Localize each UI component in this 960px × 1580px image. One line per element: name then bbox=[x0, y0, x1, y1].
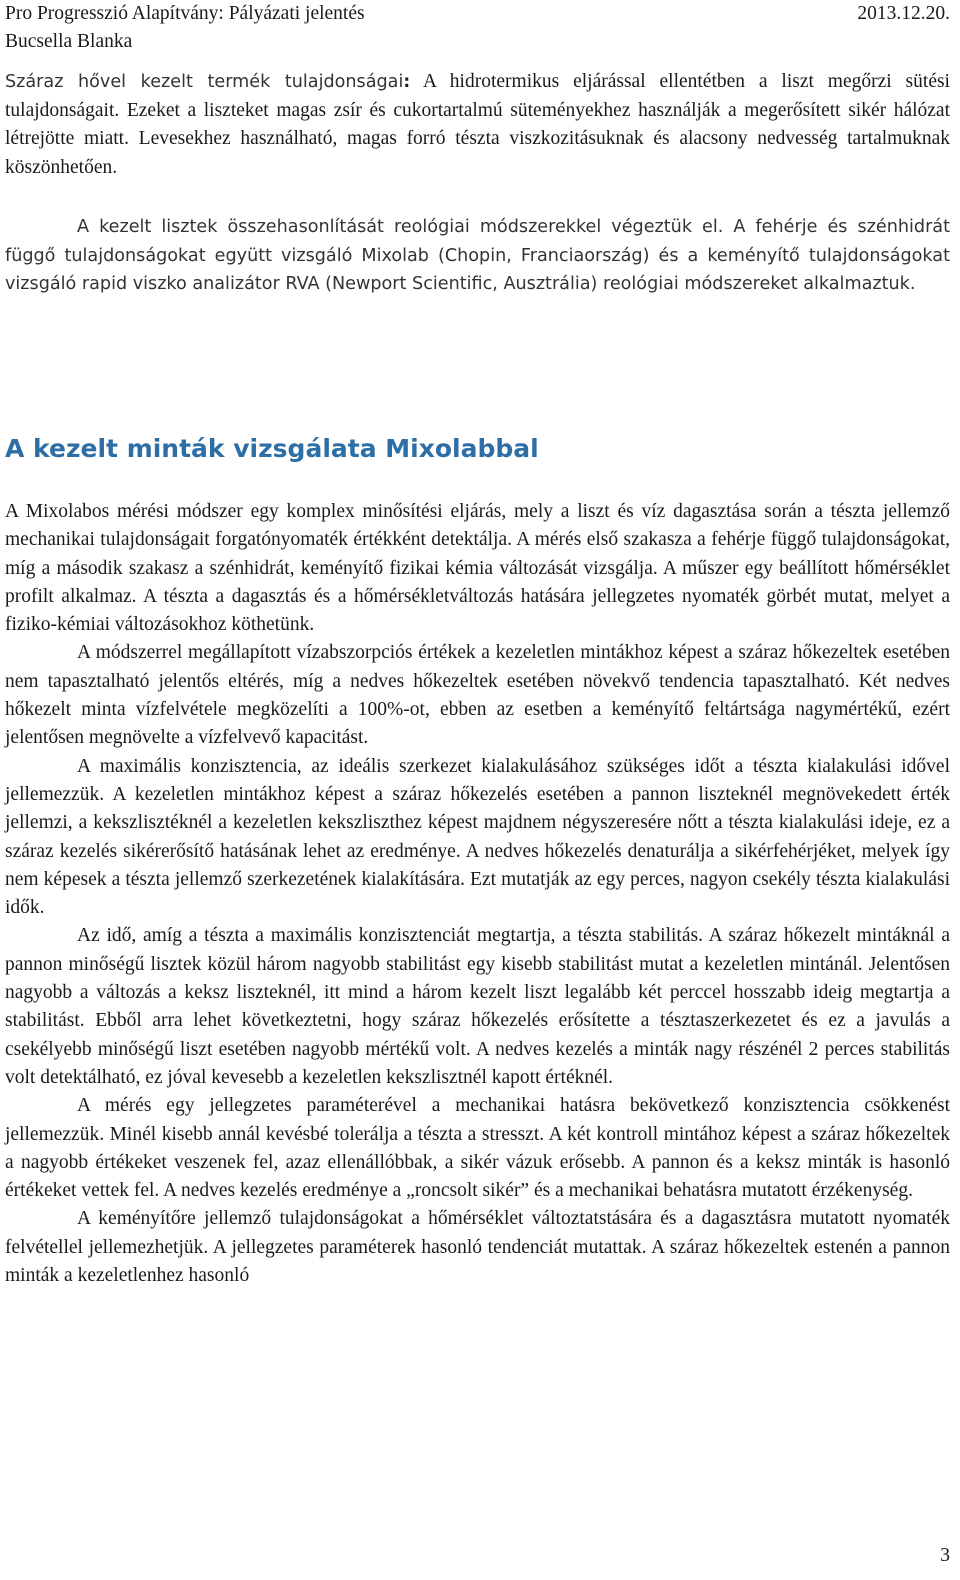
paragraph-stability: Az idő, amíg a tészta a maximális konzisztenciát megtartja, a tészta stabilitás. A száraz hőkezelt mintáknál a pannon minőségű lisztek közül három nagyobb stabilitást egy kisebb stabilitást mutat a kezeletlen mintánál. Jelentősen nagyobb a változás a keksz liszteknél, itt mind a három kezelt liszt legalább két perccel hosszabb ideig megtartja a stabilitást. Ebből arra lehet következtetni, hogy száraz hőkezelés erősítette a tésztaszerkezetet és ez a javulás a csekélyebb minőségű liszt esetében nagyobb mértékű volt. A nedves kezelés a minták nagy részénél 2 perces stabilitás volt detektálható, ez jóval kevesebb a kezeletlen kekszlisztnél kapott értéknél. bbox=[5, 925, 950, 1088]
method-block bbox=[5, 213, 950, 299]
paragraph-development-time: A maximális konzisztencia, az ideális szerkezet kialakulásához szükséges időt a tészta kialakulási idővel jellemezzük. A kezeletlen mintákhoz képest a száraz hőkezelés esetében a pannon liszteknél megnövekedett érték jellemzi, a kekszlisztéknél a kezeletlen kekszliszthez képest majdnem négyszeresére nőtt a tészta kialakulási ideje, ez a száraz kezelés sikérerősítő hatásának lehet az eredménye. A nedves hőkezelés denaturálja a sikérfehérjéket, melyek így nem képesek a tészta jellemző szerkezetének kialakítására. Ezt mutatják az egy perces, nagyon csekély tészta kialakulási idők. bbox=[5, 755, 950, 919]
method-text-1: A kezelt lisztek összehasonlítását reológiai módszerekkel végeztük el. bbox=[77, 217, 724, 237]
page-number: 3 bbox=[940, 1545, 950, 1566]
intro-block bbox=[5, 68, 950, 182]
paragraph-consistency-drop: A mérés egy jellegzetes paraméterével a mechanikai hatásra bekövetkező konzisztencia csökkenést jellemezzük. Minél kisebb annál kevésbé tolerálja a tészta a stresszt. A két kontroll mintához képest a száraz hőkezeltek a nagyobb értékeket veszenek fel, azaz ellenállóbbak, a sikér vázuk erősebb. A pannon és a keksz minták is hasonló értékeket vettek fel. A nedves kezelés eredménye a „roncsolt sikér” és a mechanikai behatásra mutatott érzékenység. bbox=[5, 1095, 950, 1202]
method-text-2: A fehérje és szénhidrát függő tulajdonságokat együtt vizsgáló Mixolab (Chopin, Franciaország) és a keményítő tulajdonságokat vizsgáló rapid viszko analizátor RVA (Newport Scientific, Ausztrália) reológiai módszereket alkalmaztuk. bbox=[5, 217, 950, 295]
intro-text: A hidrotermikus eljárással ellentétben a liszt megőrzi sütési tulajdonságait. Ezeket a liszteket magas zsír és cukortartalmú süteményekhez használják a megerősített sikér hálózat létrejötte miatt. Levesekhez használható, magas forró tészta viszkozitásuknak és alacsony nedvesség tartalmuknak köszönhetően. bbox=[5, 71, 950, 178]
header-title: Pro Progresszió Alapítvány: Pályázati jelentés bbox=[5, 3, 365, 24]
section-heading: A kezelt minták vizsgálata Mixolabbal bbox=[5, 434, 539, 463]
section-body bbox=[5, 498, 950, 1290]
paragraph-water-absorption: A módszerrel megállapított vízabszorpciós értékek a kezeletlen mintákhoz képest a száraz hőkezeltek esetében nem tapasztalható jelentős eltérés, míg a nedves hőkezeltek esetében növekvő tendencia tapasztalható. Két nedves hőkezelt minta vízfelvétele megközelíti a 100%-ot, ebben az esetben a keményítő feltártsága nagymértékű, ezért jelentősen megnövelte a vízfelvevő kapacitást. bbox=[5, 642, 950, 749]
header-date: 2013.12.20. bbox=[857, 3, 950, 24]
header-author: Bucsella Blanka bbox=[5, 31, 133, 52]
intro-paragraph bbox=[5, 68, 950, 182]
page-header bbox=[5, 0, 950, 56]
paragraph-mixolab-method: A Mixolabos mérési módszer egy komplex minősítési eljárás, mely a liszt és víz dagasztása során a tészta jellemző mechanikai tulajdonságait forgatónyomaték értékként detektálja. A mérés első szakasza a fehérje függő tulajdonságokat, míg a második szakasz a szénhidrát, keményítő fizikai kémia változását vizsgálja. A műszer egy beállított hőmérséklet profilt alkalmaz. A tészta a dagasztás és a hőmérsékletváltozás hatására jellegzetes nyomaték görbét mutat, melyet a fiziko-kémiai változásokhoz köthetünk. bbox=[5, 501, 950, 636]
intro-label: Száraz hővel kezelt termék tulajdonságai bbox=[5, 72, 404, 92]
intro-colon: : bbox=[403, 72, 411, 92]
method-paragraph bbox=[5, 213, 950, 299]
paragraph-starch-properties: A keményítőre jellemző tulajdonságokat a hőmérséklet változtatstására és a dagasztásra mutatott nyomaték felvétellel jellemezhetjük. A jellegzetes paraméterek hasonló tendenciát mutattak. A száraz hőkezeltek estenén a pannon minták a kezeletlenhez hasonló bbox=[5, 1208, 950, 1287]
